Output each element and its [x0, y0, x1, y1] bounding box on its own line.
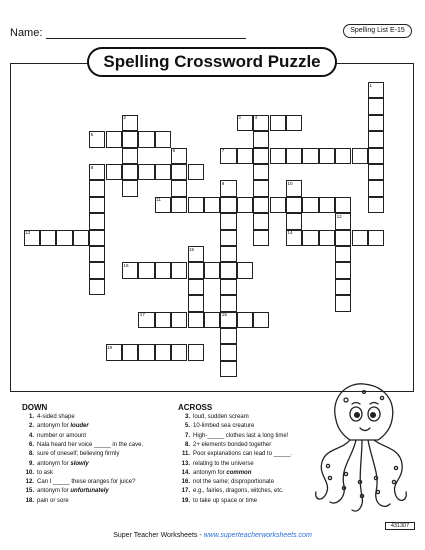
across-clue-number: 5.: [184, 423, 190, 430]
grid-cell[interactable]: [220, 197, 236, 213]
grid-cell[interactable]: [155, 262, 171, 278]
down-clue-number: 8.: [28, 451, 34, 458]
grid-cell[interactable]: [253, 197, 269, 213]
grid-number: 10: [287, 180, 293, 186]
grid-cell[interactable]: [122, 148, 138, 164]
grid-cell[interactable]: [122, 131, 138, 147]
across-clue-text: High-_____ clothes last a long time!: [193, 432, 289, 439]
down-clue-number: 9.: [28, 460, 34, 467]
grid-cell[interactable]: [220, 295, 236, 311]
grid-cell[interactable]: [171, 312, 187, 328]
grid-number: 19: [107, 344, 113, 350]
grid-cell[interactable]: [335, 197, 351, 213]
grid-cell[interactable]: [352, 148, 368, 164]
grid-cell[interactable]: [237, 148, 253, 164]
grid-cell[interactable]: [106, 131, 122, 147]
grid-cell[interactable]: [171, 180, 187, 196]
grid-cell[interactable]: [89, 180, 105, 196]
down-clue-text: 4-sided shape: [37, 414, 75, 420]
grid-cell[interactable]: [253, 180, 269, 196]
grid-cell[interactable]: [220, 246, 236, 262]
grid-cell[interactable]: [368, 230, 384, 246]
down-clue-number: 10.: [25, 469, 34, 476]
grid-cell[interactable]: [253, 312, 269, 328]
down-clue-emphasis: unfortunately: [70, 488, 109, 495]
grid-number: 4: [254, 115, 258, 121]
grid-cell[interactable]: [106, 164, 122, 180]
puzzle-frame: [10, 63, 414, 392]
across-clue-number: 19.: [181, 497, 190, 504]
grid-cell[interactable]: [335, 230, 351, 246]
across-clue: [176, 488, 284, 494]
grid-cell[interactable]: [40, 230, 56, 246]
down-clue-text: Can I _____ these oranges for juice?: [37, 479, 136, 486]
grid-cell[interactable]: [73, 230, 89, 246]
grid-cell[interactable]: [220, 328, 236, 344]
grid-cell[interactable]: [335, 279, 351, 295]
page-title: Spelling Crossword Puzzle: [87, 47, 337, 77]
across-clue-number: 13.: [181, 460, 190, 467]
across-clue-text: not the same; disproportionate: [193, 479, 275, 486]
grid-cell[interactable]: [204, 312, 220, 328]
down-clue-number: 15.: [25, 488, 34, 495]
grid-cell[interactable]: [122, 164, 138, 180]
down-clue-text: antonym for: [37, 488, 71, 495]
across-clue-text: antonym for: [193, 469, 227, 476]
footer-url[interactable]: www.superteacherworksheets.com: [203, 532, 312, 539]
grid-number: 1: [369, 82, 372, 88]
grid-cell[interactable]: [188, 164, 204, 180]
grid-cell[interactable]: [368, 115, 384, 131]
grid-number: 12: [336, 213, 342, 219]
across-clue-number: 17.: [181, 488, 190, 495]
grid-number: 9: [221, 180, 225, 186]
down-clue-text: antonym for: [37, 460, 71, 467]
down-clue-emphasis: slowly: [70, 460, 89, 467]
grid-cell[interactable]: [204, 197, 220, 213]
grid-cell[interactable]: [368, 164, 384, 180]
down-clue-text: antonym for: [37, 423, 71, 430]
across-clue-number: 3.: [184, 414, 190, 420]
grid-cell[interactable]: [89, 246, 105, 262]
grid-cell[interactable]: [270, 148, 286, 164]
grid-cell[interactable]: [89, 230, 105, 246]
down-clue-text: number or amount: [37, 432, 87, 439]
grid-cell[interactable]: [319, 197, 335, 213]
grid-cell[interactable]: [368, 180, 384, 196]
grid-cell[interactable]: [188, 197, 204, 213]
grid-number: 16: [123, 262, 129, 268]
down-clue: [20, 461, 89, 467]
across-clue-number: 11.: [181, 451, 190, 458]
grid-cell[interactable]: [368, 98, 384, 114]
grid-number: 6: [172, 148, 176, 154]
across-clue-number: 16.: [181, 479, 190, 486]
across-clue: [176, 461, 254, 467]
across-clue: [176, 479, 274, 485]
grid-cell[interactable]: [138, 344, 154, 360]
grid-cell[interactable]: [237, 312, 253, 328]
across-clue: [176, 442, 271, 448]
across-clue-text: relating to the universe: [193, 460, 254, 467]
grid-cell[interactable]: [155, 131, 171, 147]
across-clue-number: 7.: [184, 432, 190, 439]
down-clue-number: 2.: [28, 423, 34, 430]
grid-cell[interactable]: [368, 131, 384, 147]
down-clue-number: 12.: [25, 479, 34, 486]
across-clue: [176, 498, 257, 504]
grid-cell[interactable]: [302, 197, 318, 213]
grid-cell[interactable]: [286, 197, 302, 213]
down-clue: [20, 470, 53, 476]
grid-cell[interactable]: [253, 213, 269, 229]
down-clue-number: 6.: [28, 441, 34, 448]
down-clue: [20, 498, 69, 504]
name-line[interactable]: [46, 38, 246, 39]
grid-cell[interactable]: [56, 230, 72, 246]
footer-brand: Super Teacher Worksheets -: [113, 532, 204, 539]
down-clue: [20, 442, 143, 448]
grid-cell[interactable]: [188, 312, 204, 328]
grid-cell[interactable]: [188, 295, 204, 311]
grid-cell[interactable]: [270, 197, 286, 213]
grid-number: 11: [156, 197, 161, 203]
across-clue: [176, 470, 251, 476]
down-clue-emphasis: louder: [70, 423, 89, 430]
grid-cell[interactable]: [220, 361, 236, 377]
down-clue-number: 18.: [25, 497, 34, 504]
grid-cell[interactable]: [335, 262, 351, 278]
grid-cell[interactable]: [188, 262, 204, 278]
grid-cell[interactable]: [237, 197, 253, 213]
across-clue-text: 10-limbed sea creature: [193, 423, 255, 430]
grid-cell[interactable]: [270, 115, 286, 131]
down-clue-text: Nala heard her voice _____ in the cave.: [37, 441, 144, 448]
down-clue-number: 1.: [28, 414, 34, 420]
down-clue: [20, 479, 135, 485]
down-clue: [20, 423, 89, 429]
across-clue-emphasis: common: [226, 469, 252, 476]
grid-number: 18: [221, 312, 227, 318]
grid-cell[interactable]: [138, 131, 154, 147]
across-clue-text: 2+ elements bonded together: [193, 441, 272, 448]
down-clue-text: to ask: [37, 469, 54, 476]
grid-cell[interactable]: [155, 164, 171, 180]
grid-cell[interactable]: [89, 197, 105, 213]
grid-cell[interactable]: [220, 279, 236, 295]
grid-cell[interactable]: [122, 180, 138, 196]
grid-cell[interactable]: [220, 230, 236, 246]
down-clue: [20, 414, 75, 420]
grid-cell[interactable]: [220, 213, 236, 229]
down-clue: [20, 433, 86, 439]
grid-number: 15: [189, 246, 195, 252]
grid-cell[interactable]: [368, 148, 384, 164]
grid-cell[interactable]: [253, 230, 269, 246]
across-clue: [176, 423, 254, 429]
grid-cell[interactable]: [138, 164, 154, 180]
octopus-illustration: [306, 378, 414, 522]
grid-cell[interactable]: [286, 115, 302, 131]
grid-cell[interactable]: [171, 262, 187, 278]
grid-cell[interactable]: [220, 344, 236, 360]
down-clue-number: 4.: [28, 432, 34, 439]
across-clue-number: 14.: [181, 469, 190, 476]
across-clue-text: Poor explanations can lead to _____.: [193, 451, 293, 458]
grid-cell[interactable]: [188, 279, 204, 295]
spelling-list-badge: Spelling List E-15: [343, 24, 412, 38]
worksheet-code: 431307: [385, 522, 415, 530]
grid-cell[interactable]: [138, 262, 154, 278]
down-clue: [20, 488, 109, 494]
grid-number: 2: [123, 115, 126, 121]
grid-number: 3: [238, 115, 241, 121]
grid-cell[interactable]: [155, 344, 171, 360]
grid-cell[interactable]: [335, 148, 351, 164]
grid-cell[interactable]: [188, 344, 204, 360]
grid-cell[interactable]: [302, 148, 318, 164]
grid-cell[interactable]: [89, 262, 105, 278]
grid-cell[interactable]: [335, 246, 351, 262]
grid-cell[interactable]: [171, 344, 187, 360]
grid-cell[interactable]: [319, 148, 335, 164]
grid-number: 5: [90, 131, 94, 137]
grid-cell[interactable]: [122, 344, 138, 360]
grid-cell[interactable]: [352, 230, 368, 246]
down-clue-text: pain or sore: [37, 497, 69, 504]
grid-number: 17: [139, 312, 145, 318]
down-clue-text: sure of oneself; believing firmly: [37, 451, 120, 458]
grid-cell[interactable]: [335, 295, 351, 311]
across-clue: [176, 433, 288, 439]
grid-number: 13: [25, 230, 31, 236]
grid-cell[interactable]: [319, 230, 335, 246]
grid-cell[interactable]: [89, 279, 105, 295]
grid-cell[interactable]: [286, 213, 302, 229]
across-clue: [176, 451, 292, 457]
grid-cell[interactable]: [89, 213, 105, 229]
grid-number: 14: [287, 230, 293, 236]
across-heading: ACROSS: [178, 403, 213, 412]
grid-cell[interactable]: [204, 262, 220, 278]
grid-number: 7: [221, 148, 225, 154]
grid-cell[interactable]: [286, 148, 302, 164]
across-clue-text: loud, sudden scream: [193, 414, 249, 420]
name-label: Name:: [10, 27, 43, 39]
grid-cell[interactable]: [302, 230, 318, 246]
grid-number: 8: [90, 164, 94, 170]
grid-cell[interactable]: [220, 262, 236, 278]
grid-cell[interactable]: [253, 164, 269, 180]
down-clue: [20, 451, 119, 457]
grid-cell[interactable]: [171, 197, 187, 213]
across-clue-number: 8.: [184, 441, 190, 448]
grid-cell[interactable]: [171, 164, 187, 180]
grid-cell[interactable]: [253, 148, 269, 164]
down-heading: DOWN: [22, 403, 48, 412]
grid-cell[interactable]: [237, 262, 253, 278]
across-clue: [176, 414, 249, 420]
footer: [0, 532, 425, 539]
grid-cell[interactable]: [253, 131, 269, 147]
across-clue-text: to take up space or time: [193, 497, 258, 504]
grid-cell[interactable]: [155, 312, 171, 328]
grid-cell[interactable]: [368, 197, 384, 213]
across-clue-text: e.g., fairies, dragons, witches, etc.: [193, 488, 284, 495]
